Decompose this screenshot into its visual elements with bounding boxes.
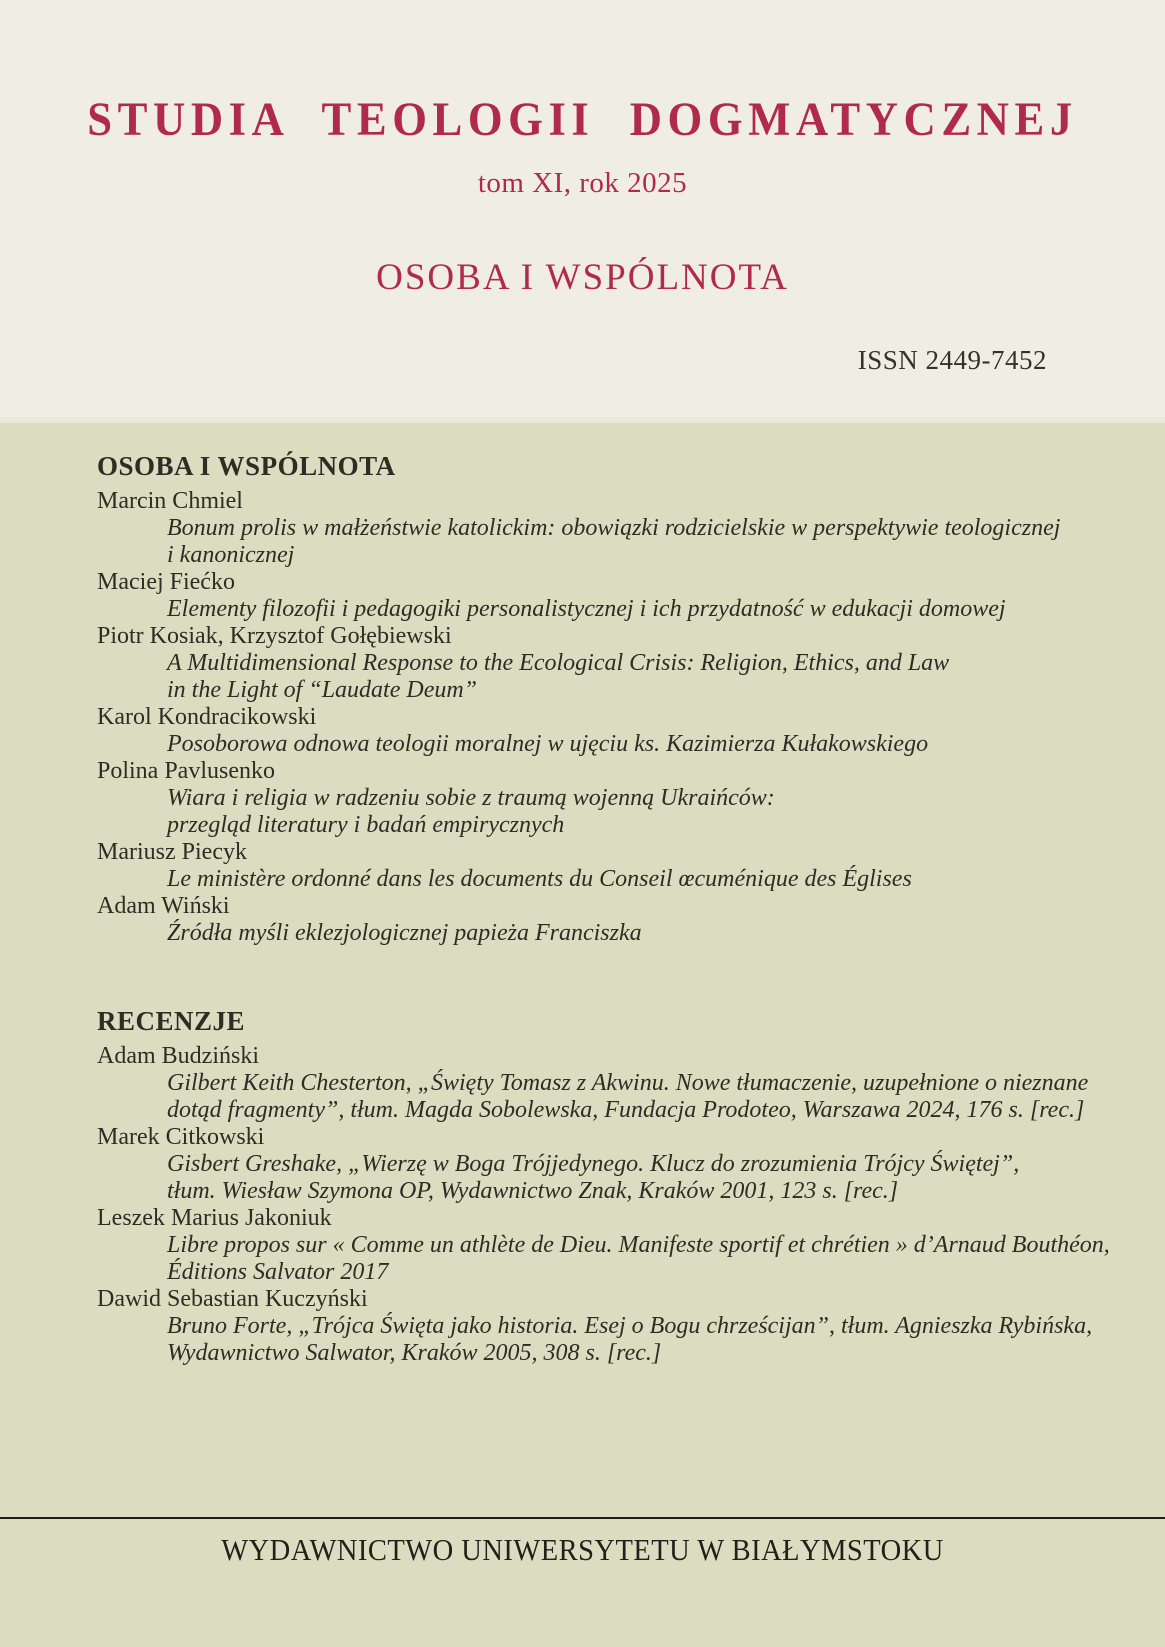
header-band bbox=[0, 0, 1165, 417]
entry-title-line: Le ministère ordonné dans les documents du Conseil œcuménique des Églises bbox=[167, 866, 912, 892]
entry-title-line: tłum. Wiesław Szymona OP, Wydawnictwo Znak, Kraków 2001, 123 s. [rec.] bbox=[167, 1178, 899, 1204]
entry-author: Mariusz Piecyk bbox=[97, 839, 247, 865]
entry-author: Leszek Marius Jakoniuk bbox=[97, 1205, 332, 1231]
entry-title-line: Posoborowa odnowa teologii moralnej w ujęciu ks. Kazimierza Kułakowskiego bbox=[167, 731, 929, 757]
toc-entry bbox=[97, 488, 1107, 569]
issue-title: OSOBA I WSPÓLNOTA bbox=[376, 257, 789, 298]
entry-title-line: przegląd literatury i badań empirycznych bbox=[167, 812, 565, 838]
entry-author: Polina Pavlusenko bbox=[97, 758, 275, 784]
entry-author: Marek Citkowski bbox=[97, 1124, 265, 1150]
toc-entry bbox=[97, 839, 1107, 893]
toc bbox=[97, 450, 1110, 1367]
toc-entry bbox=[97, 704, 1107, 758]
entry-title-line: Libre propos sur « Comme un athlète de Dieu. Manifeste sportif et chrétien » d’Arnaud Bouthéon, bbox=[167, 1232, 1110, 1258]
entry-title-line: Wydawnictwo Salwator, Kraków 2005, 308 s. [rec.] bbox=[167, 1340, 662, 1366]
entry-title-line: Gisbert Greshake, „Wierzę w Boga Trójjedynego. Klucz do zrozumienia Trójcy Świętej”, bbox=[167, 1151, 1020, 1177]
entry-author: Adam Wiński bbox=[97, 893, 230, 919]
entry-author: Karol Kondracikowski bbox=[97, 704, 317, 730]
toc-entry bbox=[97, 1205, 1110, 1286]
entry-author: Adam Budziński bbox=[97, 1043, 259, 1069]
toc-entry bbox=[97, 569, 1107, 623]
toc-entry bbox=[97, 1043, 1107, 1124]
issn: ISSN 2449-7452 bbox=[857, 345, 1047, 375]
entry-title-line: dotąd fragmenty”, tłum. Magda Sobolewska, Fundacja Prodoteo, Warszawa 2024, 176 s. [rec.] bbox=[167, 1097, 1085, 1123]
entry-title-line: Bruno Forte, „Trójca Święta jako historia. Esej o Bogu chrześcijan”, tłum. Agnieszka Rybińska, bbox=[167, 1313, 1093, 1339]
volume-line: tom XI, rok 2025 bbox=[477, 167, 688, 199]
entry-title-line: Éditions Salvator 2017 bbox=[167, 1259, 389, 1285]
entry-title-line: Elementy filozofii i pedagogiki personalistycznej i ich przydatność w edukacji domowej bbox=[167, 596, 1006, 622]
entry-title-line: A Multidimensional Response to the Ecological Crisis: Religion, Ethics, and Law bbox=[167, 650, 950, 676]
toc-entry bbox=[97, 1124, 1107, 1205]
entry-title-line: Gilbert Keith Chesterton, „Święty Tomasz z Akwinu. Nowe tłumaczenie, uzupełnione o nieznane bbox=[167, 1070, 1089, 1096]
toc-entry bbox=[97, 893, 1107, 947]
entry-author: Piotr Kosiak, Krzysztof Gołębiewski bbox=[97, 623, 452, 649]
entry-title-line: i kanonicznej bbox=[167, 542, 295, 568]
entry-title-line: Źródła myśli eklezjologicznej papieża Franciszka bbox=[167, 920, 642, 946]
section-heading: RECENZJE bbox=[97, 1006, 246, 1036]
toc-entry bbox=[97, 758, 1107, 839]
entry-author: Marcin Chmiel bbox=[97, 488, 243, 514]
section-heading: OSOBA I WSPÓLNOTA bbox=[97, 451, 396, 481]
entry-author: Dawid Sebastian Kuczyński bbox=[97, 1286, 368, 1312]
journal-title: STUDIA TEOLOGII DOGMATYCZNEJ bbox=[87, 93, 1078, 146]
footer-rule bbox=[0, 1517, 1165, 1519]
entry-title-line: Wiara i religia w radzeniu sobie z traumą wojenną Ukraińców: bbox=[167, 785, 775, 811]
entry-author: Maciej Fiećko bbox=[97, 569, 235, 595]
entry-title-line: in the Light of “Laudate Deum” bbox=[167, 677, 478, 703]
toc-entry bbox=[97, 1286, 1107, 1367]
entry-title-line: Bonum prolis w małżeństwie katolickim: obowiązki rodzicielskie w perspektywie teologicznej bbox=[167, 515, 1061, 541]
toc-entry bbox=[97, 623, 1107, 704]
publisher-line: WYDAWNICTWO UNIWERSYTETU W BIAŁYMSTOKU bbox=[221, 1532, 944, 1567]
band-divider bbox=[0, 417, 1165, 423]
